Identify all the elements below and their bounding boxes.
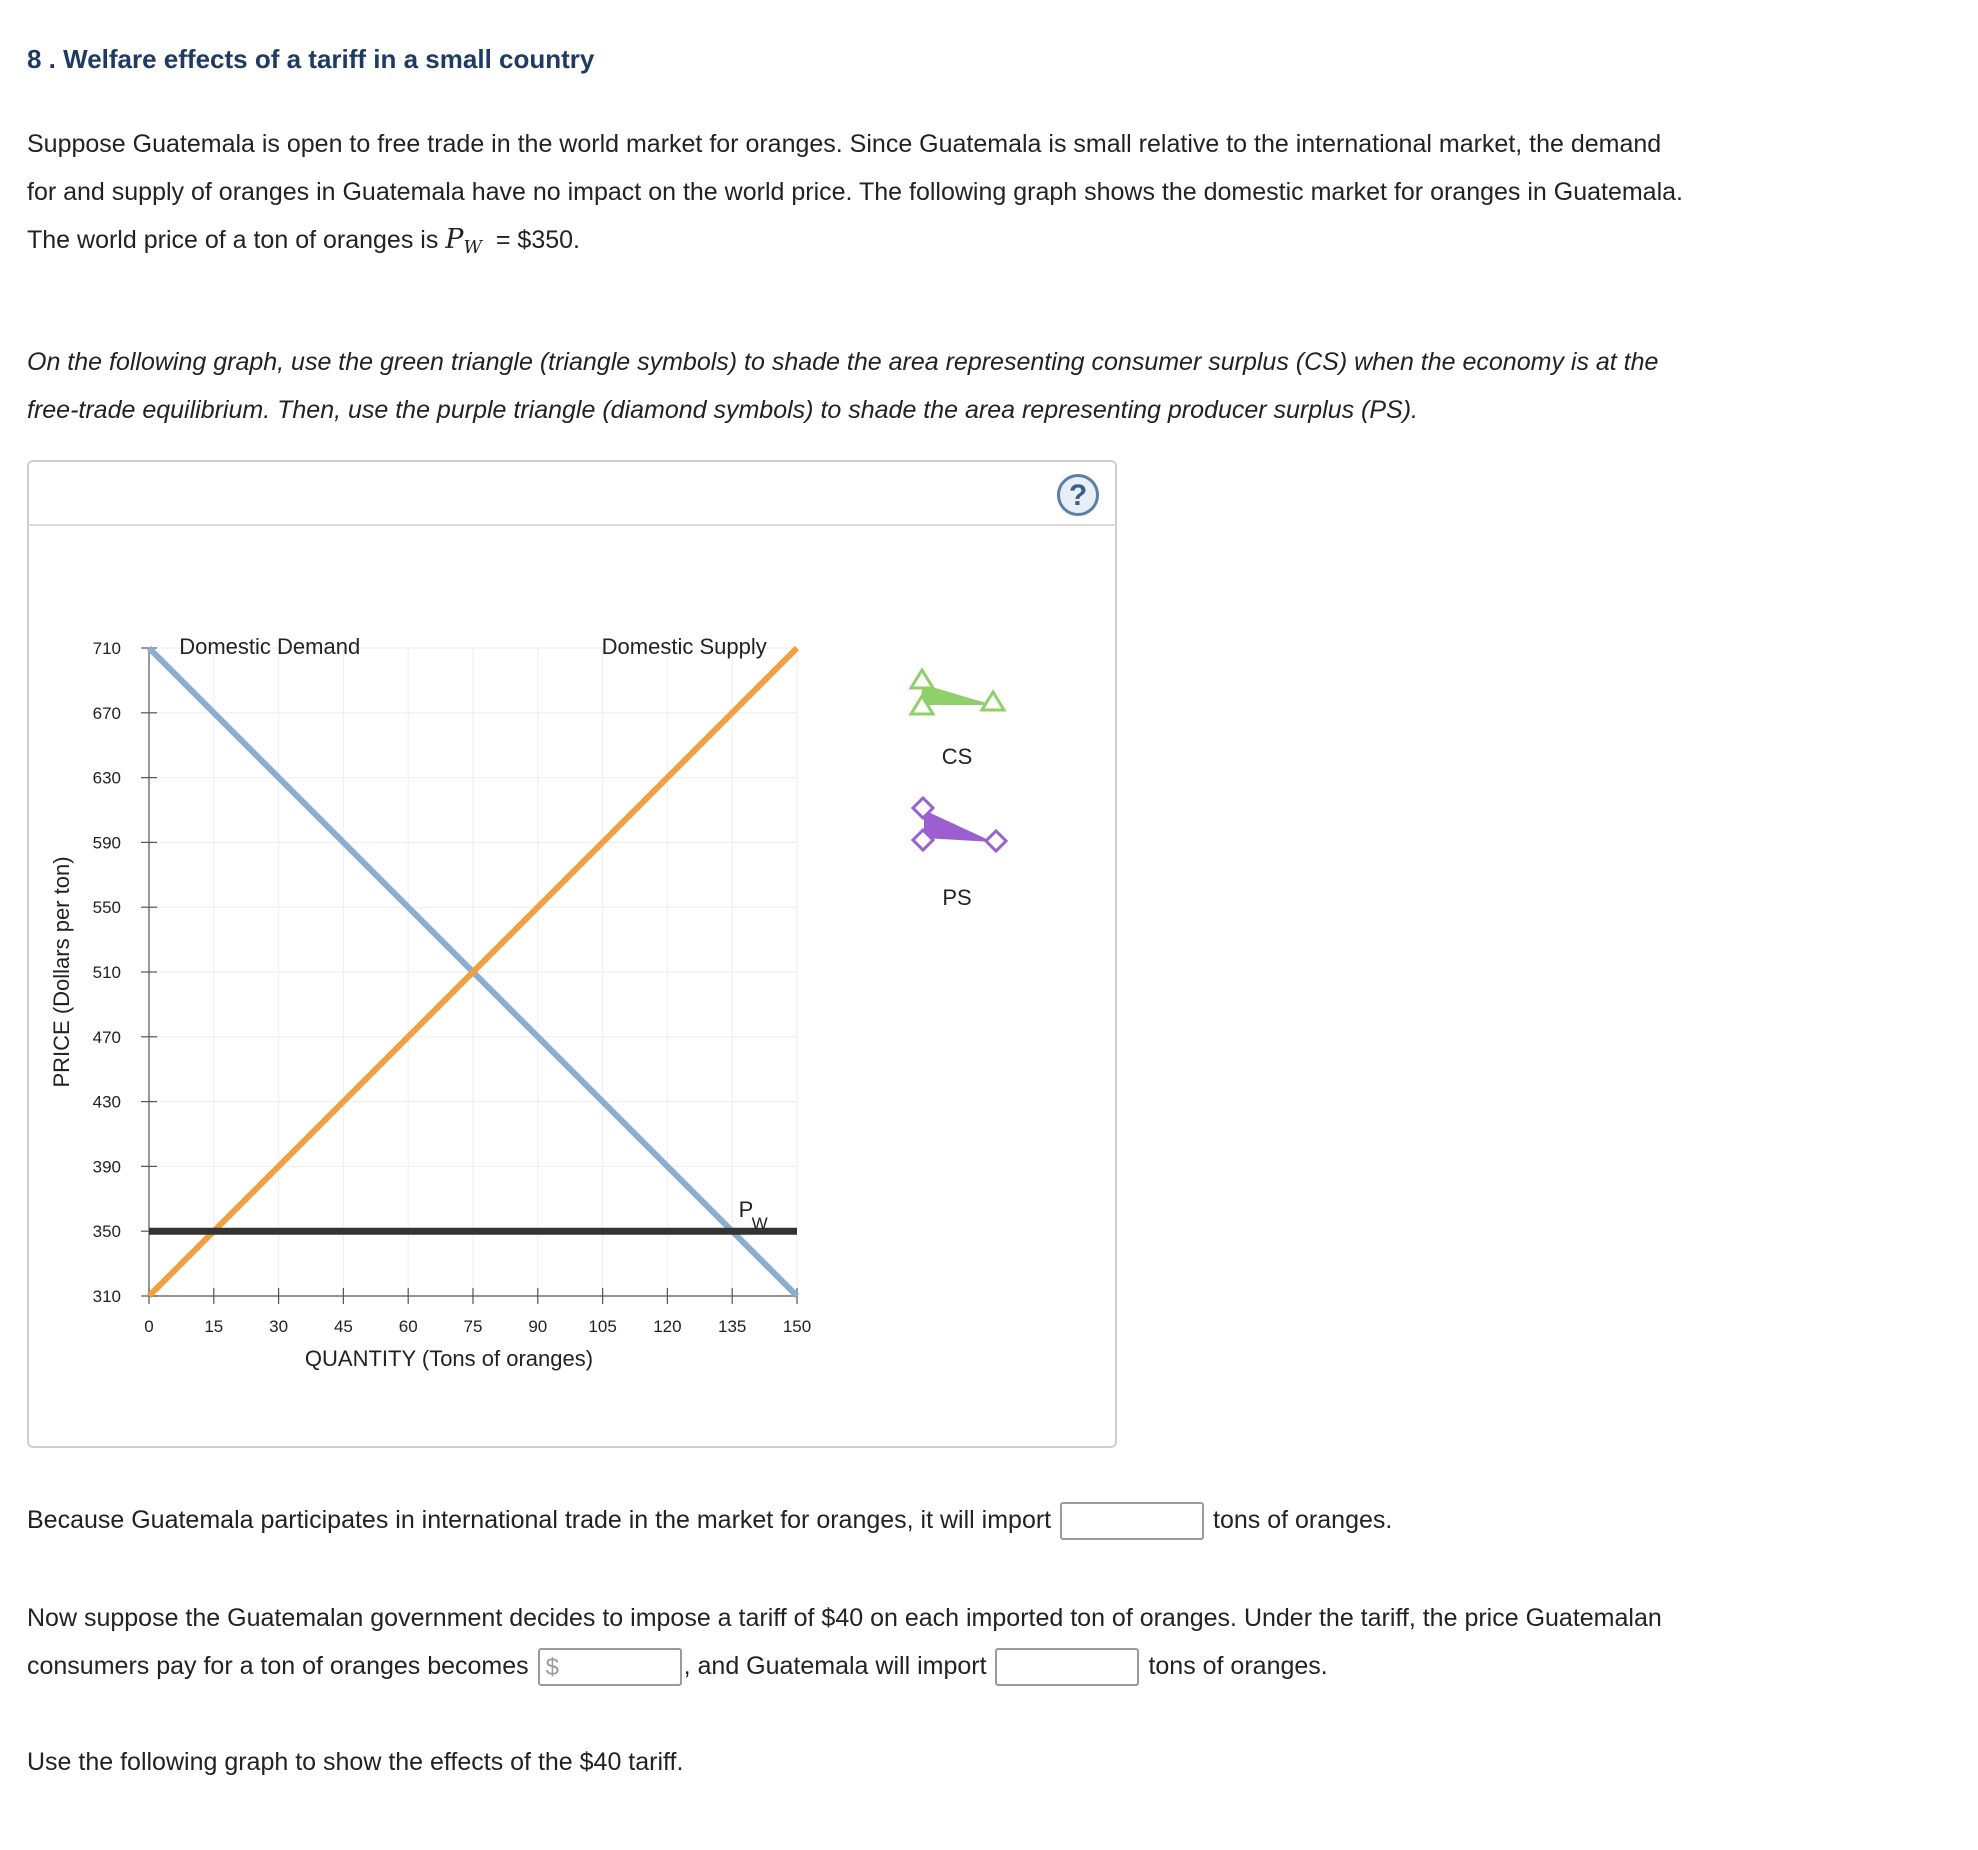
world-price-label: P bbox=[738, 1197, 754, 1223]
final-instruction: Use the following graph to show the effects of the $40 tariff. bbox=[27, 1748, 684, 1776]
ps-triangle-fill bbox=[924, 810, 993, 842]
x-tick-label: 150 bbox=[782, 1317, 812, 1336]
import-question bbox=[27, 1498, 1392, 1542]
world-price-label-subscript: W bbox=[751, 1214, 768, 1234]
tariff-import-input[interactable] bbox=[995, 1648, 1139, 1686]
world-price-symbol: P bbox=[445, 224, 464, 255]
cs-tool-label: CS bbox=[941, 744, 973, 769]
y-tick-label: 550 bbox=[92, 898, 121, 918]
question-title: 8 . Welfare effects of a tariff in a small country bbox=[27, 44, 595, 74]
supply-demand-chart[interactable] bbox=[29, 462, 1115, 1446]
import-answer-input[interactable] bbox=[1060, 1502, 1204, 1540]
y-tick-label: 510 bbox=[92, 963, 121, 982]
ps-tool-label: PS bbox=[942, 885, 972, 910]
intro-line-3 bbox=[27, 216, 1917, 267]
x-tick-label: 75 bbox=[463, 1317, 483, 1336]
intro-line-3-pre: The world price of a ton of oranges is bbox=[27, 226, 439, 254]
help-icon[interactable]: ? bbox=[1057, 474, 1099, 516]
x-tick-label: 15 bbox=[204, 1317, 224, 1336]
instruction-line-1: On the following graph, use the green triangle (triangle symbols) to shade the area representing consumer surplus (CS) when the economy is at the bbox=[27, 348, 1659, 376]
y-tick-label: 470 bbox=[92, 1027, 121, 1047]
tariff-price-input[interactable] bbox=[538, 1648, 682, 1686]
tariff-question-line-1: Now suppose the Guatemalan government decides to impose a tariff of $40 on each imported ton of oranges. Under the tariff, the price Guatemalan bbox=[27, 1604, 1662, 1632]
instruction-line-2: free-trade equilibrium. Then, use the purple triangle (diamond symbols) to shade the area representing producer surplus (PS). bbox=[27, 396, 1419, 424]
demand-curve-label: Domestic Demand bbox=[179, 634, 361, 659]
tariff-question-post: tons of oranges. bbox=[1148, 1652, 1328, 1680]
y-tick-label: 630 bbox=[92, 768, 121, 788]
y-tick-label: 710 bbox=[92, 639, 121, 658]
tariff-question-line-2 bbox=[27, 1644, 1328, 1688]
world-price-subscript: W bbox=[463, 237, 482, 258]
x-tick-label: 60 bbox=[398, 1317, 418, 1336]
import-question-post: tons of oranges. bbox=[1213, 1506, 1393, 1534]
cs-triangle-vertex-icon bbox=[911, 670, 933, 688]
graph-panel bbox=[27, 460, 1117, 1448]
y-tick-label: 670 bbox=[92, 703, 121, 723]
x-tick-label: 45 bbox=[333, 1317, 353, 1336]
y-tick-label: 590 bbox=[92, 833, 121, 853]
intro-line-2: for and supply of oranges in Guatemala have no impact on the world price. The following graph shows the domestic market for oranges in Guatemala. bbox=[27, 178, 1683, 206]
tariff-question-mid: , and Guatemala will import bbox=[683, 1652, 987, 1680]
intro-line-1: Suppose Guatemala is open to free trade in the world market for oranges. Since Guatemala is small relative to the international market, the demand bbox=[27, 130, 1662, 158]
x-tick-label: 90 bbox=[528, 1317, 548, 1336]
instruction-paragraph bbox=[27, 338, 1917, 434]
intro-line-3-post: = $350. bbox=[495, 226, 580, 254]
y-tick-label: 390 bbox=[92, 1157, 121, 1177]
x-axis-title: QUANTITY (Tons of oranges) bbox=[304, 1346, 594, 1371]
x-tick-label: 0 bbox=[144, 1317, 154, 1336]
import-question-pre: Because Guatemala participates in international trade in the market for oranges, it will import bbox=[27, 1506, 1052, 1534]
cs-triangle-vertex-icon bbox=[982, 692, 1004, 710]
dollar-sign: $ bbox=[545, 1654, 559, 1682]
x-tick-label: 120 bbox=[653, 1317, 682, 1336]
y-tick-label: 310 bbox=[92, 1287, 121, 1306]
ps-diamond-vertex-icon bbox=[986, 831, 1006, 851]
supply-curve-label: Domestic Supply bbox=[601, 634, 767, 659]
y-tick-label: 430 bbox=[92, 1092, 121, 1112]
tariff-question-pre: consumers pay for a ton of oranges becomes bbox=[27, 1652, 529, 1680]
x-tick-label: 105 bbox=[588, 1317, 617, 1336]
y-tick-label: 350 bbox=[92, 1222, 121, 1242]
y-axis-title: PRICE (Dollars per ton) bbox=[49, 856, 74, 1088]
x-tick-label: 30 bbox=[269, 1317, 289, 1336]
intro-paragraph bbox=[27, 120, 1917, 267]
x-tick-label: 135 bbox=[718, 1317, 747, 1336]
